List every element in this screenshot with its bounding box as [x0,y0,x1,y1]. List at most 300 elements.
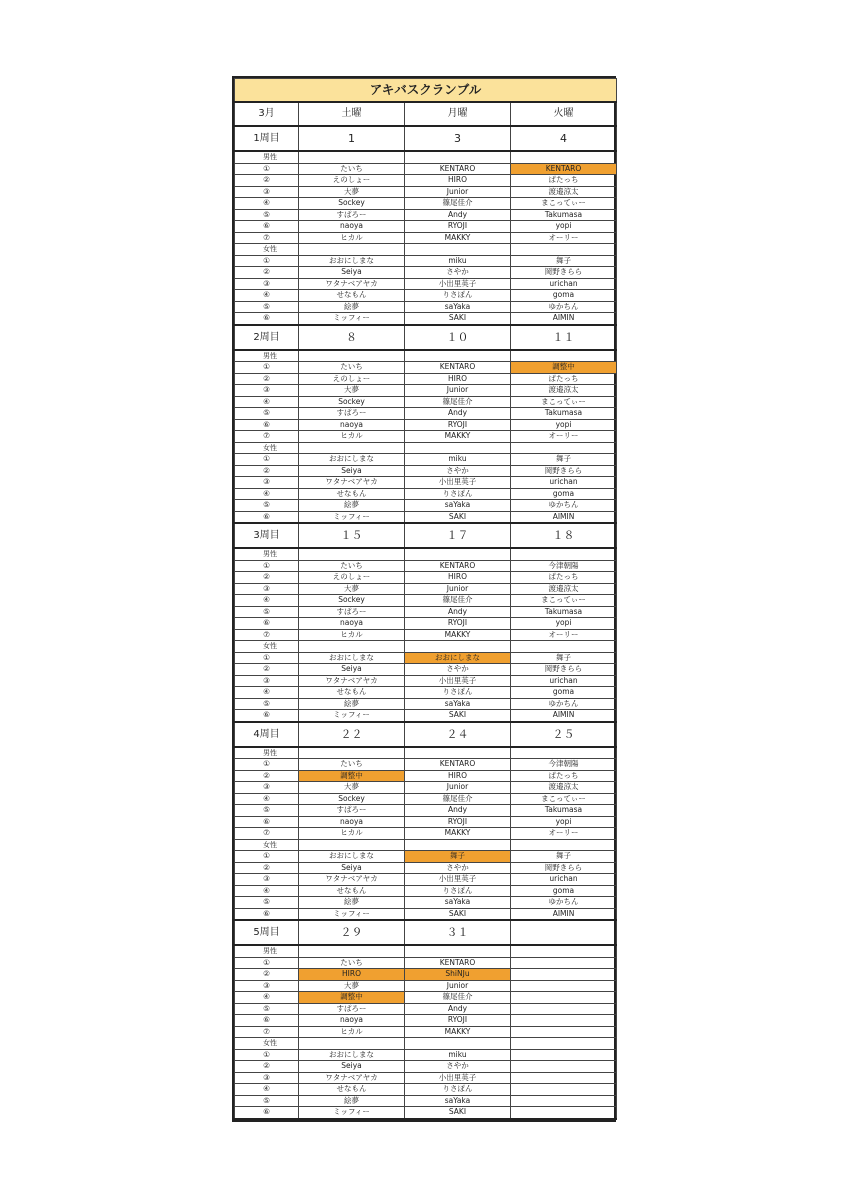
slot-number: ③ [235,675,299,687]
schedule-sheet [232,76,616,1122]
slot-row [235,957,617,969]
performer-cell: SAKI [405,313,511,325]
slot-row [235,874,617,886]
performer-cell: KENTARO [511,163,617,175]
slot-row [235,908,617,920]
performer-cell: 舞子 [511,454,617,466]
slot-number: ③ [235,1072,299,1084]
empty-cell [299,641,405,653]
performer-cell: goma [511,687,617,699]
schedule-table [234,78,617,1120]
performer-cell: おおにしまな [299,851,405,863]
performer-cell: すぱろー [299,1003,405,1015]
slot-row [235,583,617,595]
performer-cell: urichan [511,278,617,290]
female-section-row [235,442,617,454]
empty-cell [299,350,405,362]
performer-cell: Sockey [299,396,405,408]
performer-cell: さやか [405,465,511,477]
performer-cell: まこってぃー [511,198,617,210]
slot-row [235,373,617,385]
performer-cell: まこってぃー [511,595,617,607]
performer-cell: KENTARO [405,957,511,969]
slot-row [235,454,617,466]
empty-cell [299,151,405,163]
performer-cell: miku [405,255,511,267]
sheet-title: アキバスクランブル [235,79,617,103]
slot-row [235,1015,617,1027]
performer-cell: 篠尾佳介 [405,198,511,210]
performer-cell: AIMIN [511,511,617,523]
performer-cell: Sockey [299,793,405,805]
slot-row [235,477,617,489]
male-section-row [235,945,617,957]
slot-number: ④ [235,290,299,302]
empty-cell [511,151,617,163]
slot-row [235,396,617,408]
slot-row [235,232,617,244]
week-header-row [235,126,617,151]
performer-cell: HIRO [299,969,405,981]
slot-row [235,969,617,981]
performer-cell: たいち [299,163,405,175]
slot-row [235,652,617,664]
performer-cell [511,1003,617,1015]
performer-cell: たいち [299,560,405,572]
performer-cell: すぱろー [299,805,405,817]
slot-row [235,419,617,431]
slot-row [235,897,617,909]
performer-cell: おおにしまな [299,652,405,664]
performer-cell: 渡邉涼太 [511,385,617,397]
performer-cell: RYOJI [405,221,511,233]
performer-cell: SAKI [405,710,511,722]
performer-cell: SAKI [405,1107,511,1119]
female-label: 女性 [235,839,299,851]
slot-number: ④ [235,488,299,500]
slot-row [235,560,617,572]
performer-cell: Junior [405,583,511,595]
empty-cell [511,244,617,256]
performer-cell: MAKKY [405,629,511,641]
slot-row [235,770,617,782]
slot-row [235,175,617,187]
slot-number: ⑥ [235,816,299,828]
slot-number: ⑥ [235,221,299,233]
performer-cell: 絵夢 [299,301,405,313]
empty-cell [405,641,511,653]
performer-cell: AIMIN [511,908,617,920]
male-section-row [235,151,617,163]
performer-cell: 大夢 [299,186,405,198]
performer-cell: おおにしまな [299,1049,405,1061]
empty-cell [299,945,405,957]
slot-number: ③ [235,278,299,290]
slot-row [235,572,617,584]
slot-number: ② [235,862,299,874]
performer-cell: MAKKY [405,431,511,443]
performer-cell: 調整中 [299,992,405,1004]
performer-cell: えのしょー [299,572,405,584]
performer-cell: Andy [405,408,511,420]
empty-cell [511,442,617,454]
male-section-row [235,350,617,362]
performer-cell: Junior [405,782,511,794]
empty-cell [299,244,405,256]
slot-row [235,198,617,210]
week-date: ２２ [299,722,405,747]
female-section-row [235,244,617,256]
slot-row [235,431,617,443]
slot-number: ⑥ [235,419,299,431]
week-header-row [235,325,617,350]
female-label: 女性 [235,244,299,256]
performer-cell: 大夢 [299,980,405,992]
day-header-sat: 土曜 [299,102,405,126]
performer-cell: 絵夢 [299,897,405,909]
slot-row [235,782,617,794]
performer-cell [511,992,617,1004]
slot-number: ③ [235,186,299,198]
performer-cell: Sockey [299,198,405,210]
week-date: 1 [299,126,405,151]
slot-row [235,885,617,897]
performer-cell: saYaka [405,698,511,710]
slot-number: ① [235,759,299,771]
female-section-row [235,641,617,653]
slot-row [235,1049,617,1061]
performer-cell: miku [405,454,511,466]
slot-row [235,1107,617,1119]
performer-cell: 小出里英子 [405,675,511,687]
performer-cell: Seiya [299,862,405,874]
performer-cell: 舞子 [511,652,617,664]
performer-cell: saYaka [405,500,511,512]
week-date: ２４ [405,722,511,747]
empty-cell [511,747,617,759]
week-date: ３１ [405,920,511,945]
slot-row [235,500,617,512]
performer-cell: HIRO [405,373,511,385]
empty-cell [299,548,405,560]
performer-cell: まこってぃー [511,793,617,805]
performer-cell: ワタナベアヤカ [299,278,405,290]
performer-cell: 舞子 [511,851,617,863]
performer-cell: urichan [511,675,617,687]
slot-row [235,1026,617,1038]
performer-cell: 絵夢 [299,698,405,710]
performer-cell: ミッフィー [299,710,405,722]
performer-cell [511,957,617,969]
performer-cell: 小出里英子 [405,1072,511,1084]
empty-cell [511,548,617,560]
slot-row [235,675,617,687]
performer-cell: HIRO [405,175,511,187]
slot-number: ② [235,373,299,385]
performer-cell: ワタナベアヤカ [299,477,405,489]
performer-cell: オーリー [511,629,617,641]
performer-cell: せなもん [299,290,405,302]
slot-number: ⑤ [235,408,299,420]
slot-row [235,992,617,1004]
performer-cell: Takumasa [511,209,617,221]
performer-cell: AIMIN [511,313,617,325]
performer-cell: KENTARO [405,163,511,175]
performer-cell: 調整中 [299,770,405,782]
slot-number: ⑥ [235,1107,299,1119]
performer-cell: せなもん [299,488,405,500]
performer-cell: urichan [511,477,617,489]
slot-number: ⑤ [235,606,299,618]
slot-number: ④ [235,396,299,408]
slot-row [235,629,617,641]
male-label: 男性 [235,350,299,362]
empty-cell [299,1038,405,1050]
performer-cell: ミッフィー [299,313,405,325]
slot-row [235,595,617,607]
slot-row [235,1003,617,1015]
slot-number: ② [235,770,299,782]
performer-cell: urichan [511,874,617,886]
female-section-row [235,1038,617,1050]
week-date: 4 [511,126,617,151]
performer-cell: naoya [299,1015,405,1027]
title-row [235,79,617,103]
performer-cell: ヒカル [299,828,405,840]
week-header-row [235,722,617,747]
slot-number: ⑥ [235,1015,299,1027]
slot-number: ② [235,465,299,477]
slot-number: ⑦ [235,232,299,244]
slot-number: ② [235,969,299,981]
performer-cell: オーリー [511,828,617,840]
empty-cell [511,1038,617,1050]
week-date: １８ [511,523,617,548]
empty-cell [405,747,511,759]
slot-row [235,698,617,710]
performer-cell: 篠尾佳介 [405,595,511,607]
slot-number: ① [235,1049,299,1061]
week-header-row [235,523,617,548]
female-label: 女性 [235,442,299,454]
slot-row [235,385,617,397]
slot-row [235,606,617,618]
performer-cell [511,1107,617,1119]
performer-cell: ヒカル [299,431,405,443]
slot-number: ⑦ [235,431,299,443]
slot-row [235,267,617,279]
female-label: 女性 [235,641,299,653]
performer-cell: 大夢 [299,385,405,397]
empty-cell [511,945,617,957]
slot-row [235,862,617,874]
week-date: １５ [299,523,405,548]
week-date: ２５ [511,722,617,747]
performer-cell: HIRO [405,770,511,782]
week-date: ８ [299,325,405,350]
day-header-tue: 火曜 [511,102,617,126]
performer-cell: ヒカル [299,629,405,641]
performer-cell: ゆかちん [511,500,617,512]
empty-cell [405,548,511,560]
empty-cell [405,350,511,362]
empty-cell [405,442,511,454]
performer-cell: Seiya [299,1061,405,1073]
performer-cell: ゆかちん [511,698,617,710]
female-section-row [235,839,617,851]
performer-cell [511,1026,617,1038]
slot-row [235,278,617,290]
performer-cell: 絵夢 [299,1095,405,1107]
slot-row [235,759,617,771]
slot-row [235,816,617,828]
performer-cell: おおにしまな [299,255,405,267]
slot-number: ⑤ [235,1003,299,1015]
performer-cell [511,1015,617,1027]
slot-number: ③ [235,477,299,489]
slot-number: ④ [235,992,299,1004]
slot-number: ③ [235,980,299,992]
performer-cell: Junior [405,980,511,992]
slot-number: ① [235,362,299,374]
slot-row [235,221,617,233]
male-section-row [235,548,617,560]
slot-row [235,710,617,722]
performer-cell: Seiya [299,664,405,676]
week-date: １０ [405,325,511,350]
performer-cell: naoya [299,816,405,828]
empty-cell [511,350,617,362]
performer-cell: saYaka [405,1095,511,1107]
empty-cell [511,839,617,851]
performer-cell: Takumasa [511,805,617,817]
performer-cell: すぱろー [299,606,405,618]
performer-cell: 岡野きらら [511,664,617,676]
performer-cell: りさぽん [405,1084,511,1096]
slot-number: ⑤ [235,897,299,909]
performer-cell: りさぽん [405,488,511,500]
performer-cell: 小出里英子 [405,477,511,489]
performer-cell: ヒカル [299,1026,405,1038]
male-label: 男性 [235,548,299,560]
performer-cell: Seiya [299,267,405,279]
performer-cell: ワタナベアヤカ [299,1072,405,1084]
month-label: 3月 [235,102,299,126]
empty-cell [299,839,405,851]
performer-cell: ゆかちん [511,897,617,909]
week-date: 3 [405,126,511,151]
performer-cell: RYOJI [405,816,511,828]
empty-cell [405,244,511,256]
performer-cell: MAKKY [405,828,511,840]
performer-cell: さやか [405,862,511,874]
day-header-mon: 月曜 [405,102,511,126]
performer-cell: ワタナベアヤカ [299,675,405,687]
slot-number: ⑥ [235,618,299,630]
performer-cell [511,969,617,981]
performer-cell: さやか [405,664,511,676]
empty-cell [511,641,617,653]
performer-cell: すぱろー [299,408,405,420]
slot-number: ② [235,572,299,584]
empty-cell [299,747,405,759]
performer-cell: miku [405,1049,511,1061]
slot-row [235,1084,617,1096]
slot-row [235,805,617,817]
performer-cell: SAKI [405,908,511,920]
slot-number: ④ [235,595,299,607]
performer-cell: saYaka [405,301,511,313]
performer-cell: せなもん [299,885,405,897]
slot-number: ⑥ [235,511,299,523]
slot-number: ⑦ [235,629,299,641]
performer-cell: Junior [405,385,511,397]
header-row [235,102,617,126]
performer-cell: まこってぃー [511,396,617,408]
slot-number: ④ [235,687,299,699]
performer-cell: saYaka [405,897,511,909]
performer-cell: Takumasa [511,606,617,618]
slot-row [235,828,617,840]
slot-row [235,664,617,676]
performer-cell: 小出里英子 [405,278,511,290]
performer-cell: 渡邉涼太 [511,583,617,595]
performer-cell: すぱろー [299,209,405,221]
performer-cell: 絵夢 [299,500,405,512]
male-label: 男性 [235,747,299,759]
slot-number: ⑦ [235,828,299,840]
performer-cell [511,1049,617,1061]
slot-row [235,301,617,313]
slot-row [235,313,617,325]
slot-number: ⑥ [235,313,299,325]
slot-row [235,488,617,500]
performer-cell: yopi [511,816,617,828]
slot-number: ③ [235,583,299,595]
slot-number: ② [235,267,299,279]
performer-cell: ミッフィー [299,908,405,920]
performer-cell: ぱたっち [511,572,617,584]
slot-number: ⑤ [235,301,299,313]
performer-cell: せなもん [299,687,405,699]
performer-cell: おおにしまな [405,652,511,664]
performer-cell: naoya [299,221,405,233]
performer-cell: たいち [299,957,405,969]
week-label: 3周目 [235,523,299,548]
performer-cell: オーリー [511,431,617,443]
slot-number: ① [235,851,299,863]
slot-number: ⑥ [235,710,299,722]
performer-cell: ぱたっち [511,175,617,187]
slot-number: ④ [235,885,299,897]
performer-cell: たいち [299,362,405,374]
performer-cell: ぱたっち [511,373,617,385]
performer-cell: ヒカル [299,232,405,244]
performer-cell: KENTARO [405,362,511,374]
slot-number: ③ [235,385,299,397]
performer-cell: Seiya [299,465,405,477]
performer-cell: 渡邉涼太 [511,782,617,794]
performer-cell: オーリー [511,232,617,244]
empty-cell [405,839,511,851]
slot-number: ⑤ [235,500,299,512]
performer-cell: naoya [299,618,405,630]
week-label: 2周目 [235,325,299,350]
slot-row [235,209,617,221]
performer-cell: ワタナベアヤカ [299,874,405,886]
performer-cell: AIMIN [511,710,617,722]
week-date: １１ [511,325,617,350]
